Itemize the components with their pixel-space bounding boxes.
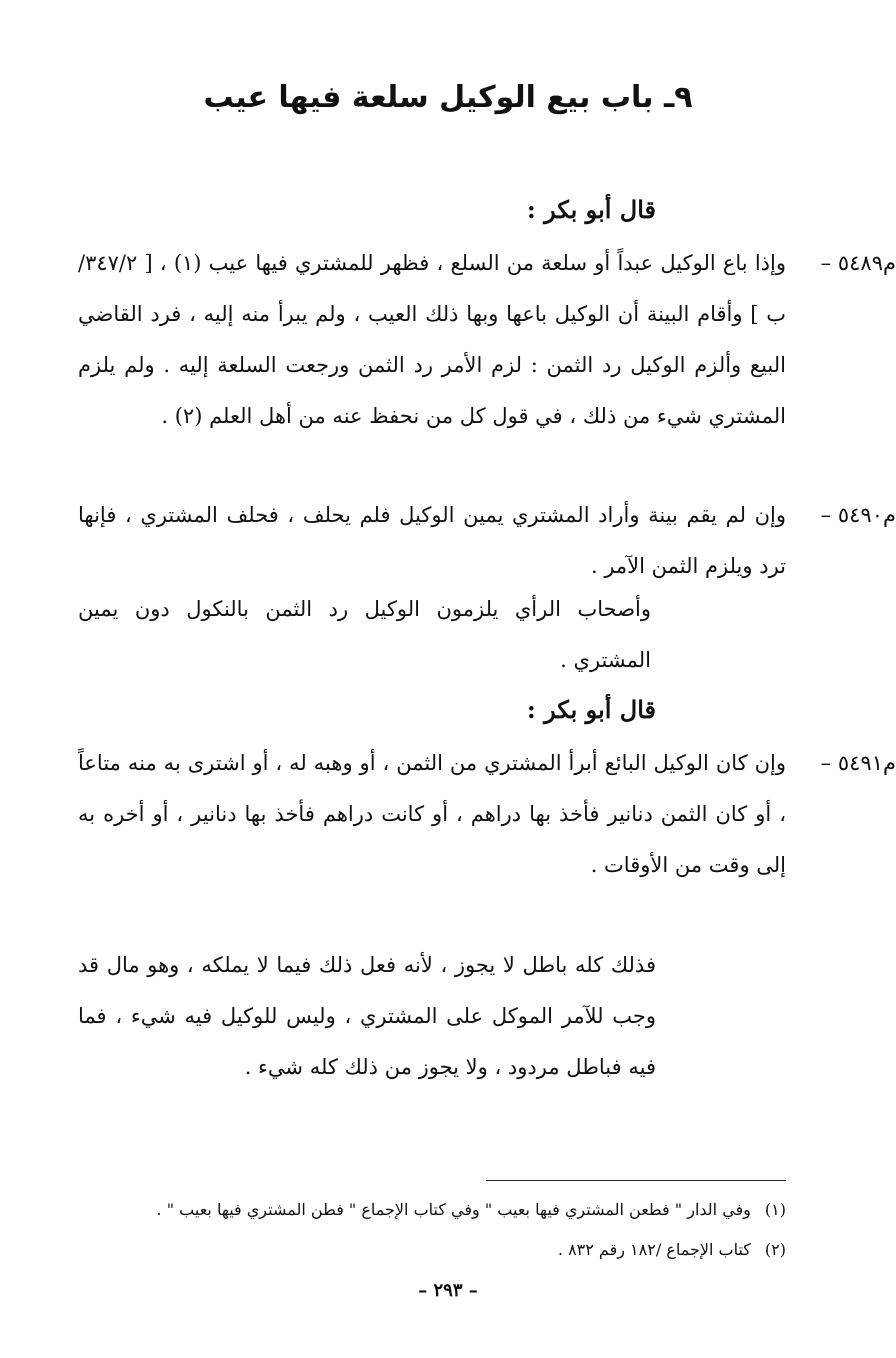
entry-number: م٥٤٩٠ –	[820, 503, 896, 527]
footnote-text: كتاب الإجماع /١٨٢ رقم ٨٣٢ .	[557, 1240, 751, 1259]
paragraph-ashab: وأصحاب الرأي يلزمون الوكيل رد الثمن بالنكول دون يمين المشتري .	[78, 597, 651, 672]
said-label: قال أبو بكر :	[526, 195, 656, 224]
entry-number: م٥٤٩١ –	[820, 751, 896, 775]
entry-text: وإذا باع الوكيل عبداً أو سلعة من السلع ، فظهر للمشتري فيها عيب (١) ، [ ٣٤٧/٢/ب ] وأقام البينة أن الوكيل باعها وبها ذلك العيب ، ولم يبرأ منه إليه ، فرد القاضي البيع وألزم الوكيل رد الثمن : لزم الأمر رد الثمن ورجعت السلعة إليه . ولم يلزم المشتري شيء من ذلك ، في قول كل من نحفظ عنه من أهل العلم (٢) .	[78, 251, 786, 428]
footnote-separator	[486, 1180, 786, 1181]
entry-text: وإن كان الوكيل البائع أبرأ المشتري من الثمن ، أو وهبه له ، أو اشترى به منه متاعاً ، أو كان الثمن دنانير فأخذ بها دراهم ، أو كانت دراهم فأخذ بها دنانير ، أو أخره به إلى وقت من الأوقات .	[78, 751, 786, 877]
footnote-2	[80, 1236, 786, 1264]
footnote-1	[80, 1196, 786, 1224]
entry-5490	[78, 490, 896, 592]
entry-5491	[78, 738, 896, 942]
footnote-text: وفي الدار " فطعن المشتري فيها بعيب " وفي كتاب الإجماع " فطن المشتري فيها بعيب " .	[156, 1200, 751, 1219]
said-label-2: قال أبو بكر :	[526, 695, 656, 724]
footnote-mark: (٢)	[764, 1240, 786, 1259]
entry-text: وإن لم يقم بينة وأراد المشتري يمين الوكيل فلم يحلف ، فحلف المشتري ، فإنها ترد ويلزم الثمن الآمر .	[78, 503, 786, 578]
footnote-mark: (١)	[764, 1200, 786, 1219]
chapter-title: ٩ـ باب بيع الوكيل سلعة فيها عيب	[203, 80, 693, 115]
paragraph-conclusion: فذلك كله باطل لا يجوز ، لأنه فعل ذلك فيما لا يملكه ، وهو مال قد وجب للآمر الموكل على المشتري ، وليس للوكيل فيه شيء ، فما فيه فباطل مردود ، ولا يجوز من ذلك كله شيء .	[78, 953, 656, 1079]
entry-number: م٥٤٨٩ –	[820, 251, 896, 275]
page-number: – ٢٩٣ –	[418, 1280, 478, 1301]
entry-5489	[78, 238, 896, 493]
